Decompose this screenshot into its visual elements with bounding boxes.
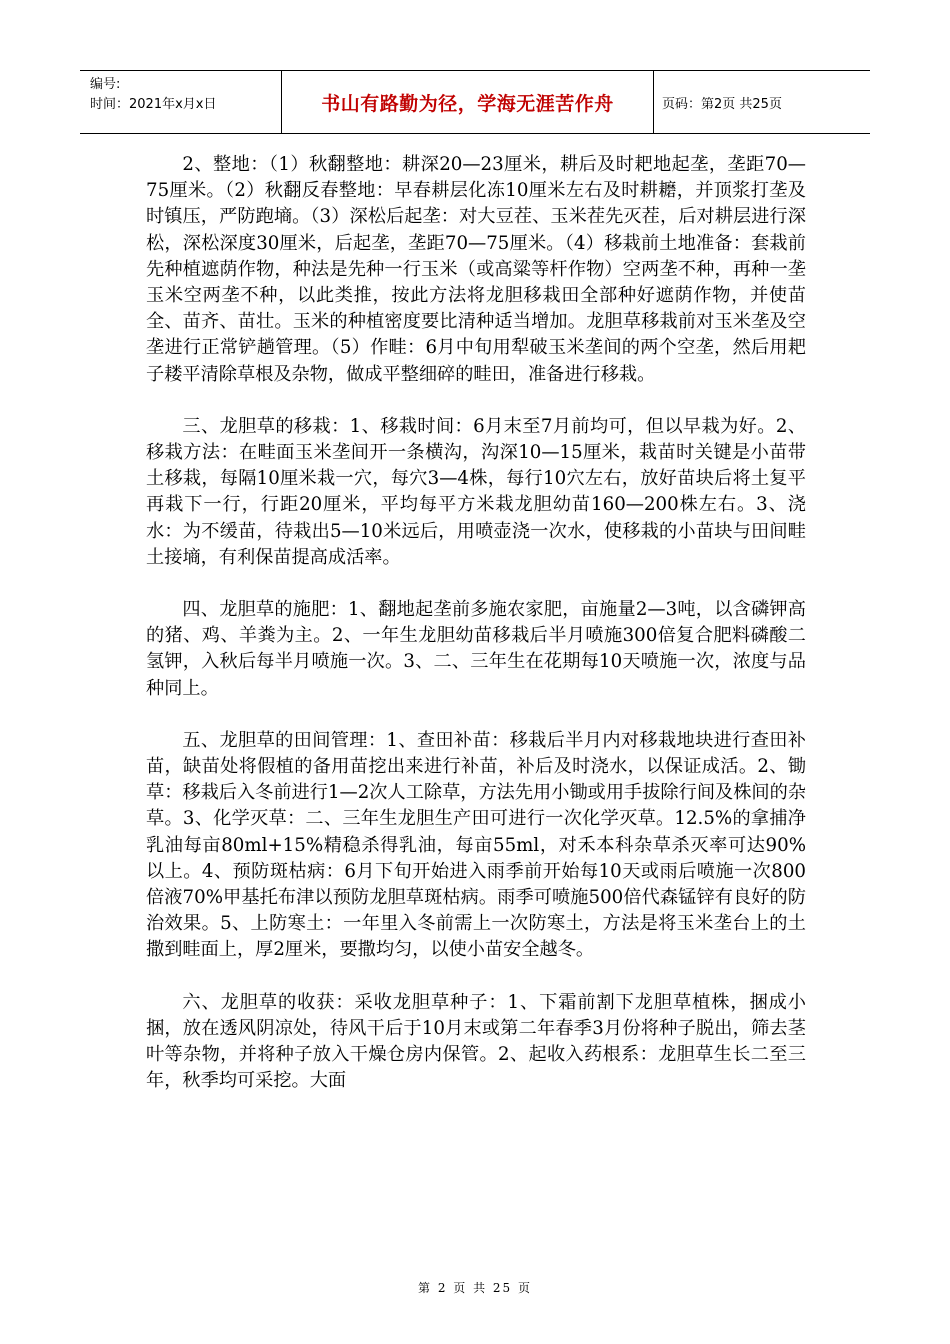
document-number-label: 编号: <box>90 77 121 92</box>
header-page-code: 页码：第2页 共25页 <box>662 96 782 112</box>
page-footer: 第 2 页 共 25 页 <box>418 1281 532 1295</box>
paragraph-field-management: 五、龙胆草的田间管理：1、查田补苗：移栽后半月内对移栽地块进行查田补苗，缺苗处将假植的备用苗挖出来进行补苗，补后及时浇水，以保证成活。2、锄草：移栽后入冬前进行1—2次人工除草，方法先用小锄或用手拔除行间及株间的杂草。3、化学灭草：二、三年生龙胆生产田可进行一次化学灭草。12.5%的拿捕净乳油每亩80ml+15%精稳杀得乳油，每亩55ml，对禾本科杂草杀灭率可达90%以上。4、预防斑枯病：6月下旬开始进入雨季前开始每10天或雨后喷施一次800倍液70%甲基托布津以预防龙胆草斑枯病。雨季可喷施500倍代森锰锌有良好的防治效果。5、上防寒土：一年里入冬前需上一次防寒土，方法是将玉米垄台上的土撒到畦面上，厚2厘米，要撒均匀，以使小苗安全越冬。 <box>146 729 806 961</box>
header-meta <box>80 71 282 133</box>
paragraph-harvest: 六、龙胆草的收获：采收龙胆草种子：1、下霜前割下龙胆草植株，捆成小捆，放在透风阴凉处，待风干后于10月末或第二年春季3月份将种子脱出，筛去茎叶等杂物，并将种子放入干燥仓房内保管。2、起收入药根系：龙胆草生长二至三年，秋季均可采挖。大面 <box>146 991 806 1092</box>
paragraph-transplanting: 三、龙胆草的移栽：1、移栽时间：6月末至7月前均可，但以早栽为好。2、移栽方法：在畦面玉米垄间开一条横沟，沟深10—15厘米，栽苗时关键是小苗带土移栽，每隔10厘米栽一穴，每穴3—4株，每行10穴左右，放好苗块后将土复平再栽下一行，行距20厘米，平均每平方米栽龙胆幼苗160—200株左右。3、浇水：为不缓苗，待栽出5—10米远后，用喷壶浇一次水，使移栽的小苗块与田间畦土接墒，有利保苗提高成活率。 <box>146 415 806 568</box>
paragraph-fertilizing: 四、龙胆草的施肥：1、翻地起垄前多施农家肥，亩施量2—3吨，以含磷钾高的猪、鸡、羊粪为主。2、一年生龙胆幼苗移栽后半月喷施300倍复合肥料磷酸二氢钾，入秋后每半月喷施一次。3、二、三年生在花期每10天喷施一次，浓度与品种同上。 <box>146 599 806 699</box>
document-body <box>146 152 806 1121</box>
page-header <box>80 70 870 134</box>
document-date: 时间：2021年x月x日 <box>90 97 217 112</box>
paragraph-land-preparation: 2、整地：（1）秋翻整地：耕深20—23厘米，耕后及时耙地起垄，垄距70—75厘米。（2）秋翻反春整地：早春耕层化冻10厘米左右及时耕耱，并顶浆打垄及时镇压，严防跑墒。（3）深松后起垄：对大豆茬、玉米茬先灭茬，后对耕层进行深松，深松深度30厘米，后起垄，垄距70—75厘米。（4）移栽前土地准备：套栽前先种植遮荫作物，种法是先种一行玉米（或高粱等杆作物）空两垄不种，再种一垄玉米空两垄不种，以此类推，按此方法将龙胆移栽田全部种好遮荫作物，并使苗全、苗齐、苗壮。玉米的种植密度要比清种适当增加。龙胆草移栽前对玉米垄及空垄进行正常铲趟管理。（5）作畦：6月中旬用犁破玉米垄间的两个空垄，然后用耙子耧平清除草根及杂物，做成平整细碎的畦田，准备进行移栽。 <box>146 154 806 385</box>
header-motto: 书山有路勤为径，学海无涯苦作舟 <box>282 71 654 133</box>
